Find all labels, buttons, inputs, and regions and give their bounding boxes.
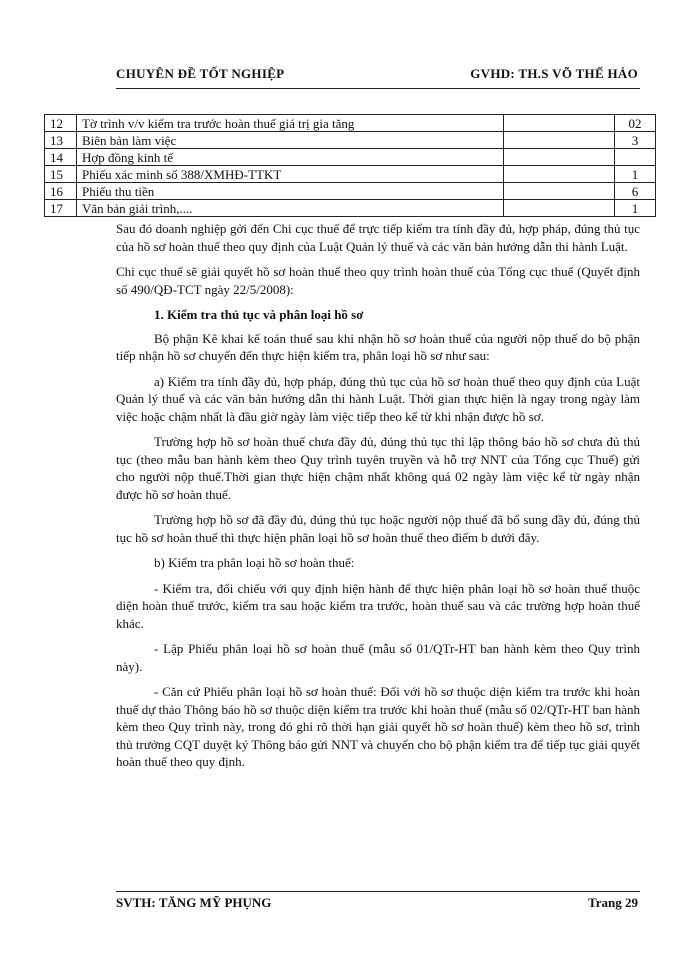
paragraph: - Kiểm tra, đối chiếu với quy định hiện hành để thực hiện phân loại hồ sơ hoàn thuế thuộc diện hoàn thuế trước, kiểm tra sau hoặc kiểm tra trước, hoàn thuế sau và các trường hợp hoàn thuế khác.: [116, 580, 640, 631]
page-header: [116, 66, 638, 82]
paragraph: a) Kiểm tra tính đầy đủ, hợp pháp, đúng thủ tục của hồ sơ hoàn thuế theo quy định của Luật Quản lý thuế và các văn bản hướng dẫn thi hành Luật. Thời gian thực hiện là ngay trong ngày làm việc hoặc chậm nhất là đầu giờ ngày làm việc tiếp theo kể từ khi nhận được hồ sơ.: [116, 373, 640, 424]
header-advisor: GVHD: TH.S VÕ THẾ HẢO: [470, 66, 638, 81]
row-blank-cell: [504, 183, 615, 200]
page-number: Trang 29: [588, 895, 638, 910]
paragraph: Trường hợp hồ sơ hoàn thuế chưa đầy đủ, đúng thủ tục thì lập thông báo hồ sơ chưa đủ thủ tục (theo mẫu ban hành kèm theo Quy trình tuyên truyền và hỗ trợ NNT của Tổng cục Thuế) gửi cho người nộp thuế.Thời gian thực hiện chậm nhất không quá 02 ngày làm việc kể từ ngày nhận được hồ sơ hoàn thuế.: [116, 434, 640, 502]
row-document-name: Văn bản giải trình,....: [77, 200, 504, 217]
table-row: [45, 166, 656, 183]
row-quantity: 02: [615, 115, 656, 132]
row-document-name: Phiếu thu tiền: [77, 183, 504, 200]
row-blank-cell: [504, 149, 615, 166]
table-row: [45, 200, 656, 217]
row-quantity: 1: [615, 166, 656, 183]
paragraph: Bộ phận Kê khai kế toán thuế sau khi nhận hồ sơ hoàn thuế của người nộp thuế do bộ phận tiếp nhận hồ sơ chuyển đến thực hiện kiểm tra, phân loại hồ sơ như sau:: [116, 330, 640, 363]
section-heading: 1. Kiểm tra thủ tục và phân loại hồ sơ: [154, 307, 364, 322]
body-text: [116, 220, 640, 779]
footer-divider: [116, 891, 640, 892]
row-quantity: 3: [615, 132, 656, 149]
row-quantity: [615, 149, 656, 166]
table-row: [45, 183, 656, 200]
header-divider: [116, 88, 640, 89]
header-title: CHUYÊN ĐỀ TỐT NGHIỆP: [116, 66, 285, 81]
paragraph: Sau đó doanh nghiệp gởi đến Chi cục thuế để trực tiếp kiểm tra tính đầy đủ, hợp pháp, đúng thủ tục của hồ sơ hoàn thuế theo quy định của Luật Quản lý thuế và các văn bản hướng dẫn thi hành Luật.: [116, 221, 640, 254]
row-quantity: 6: [615, 183, 656, 200]
row-document-name: Hợp đồng kinh tế: [77, 149, 504, 166]
table-row: [45, 115, 656, 132]
paragraph: Chi cục thuế sẽ giải quyết hồ sơ hoàn thuế theo quy trình hoàn thuế của Tổng cục thuế (Quyết định số 490/QĐ-TCT ngày 22/5/2008):: [116, 264, 640, 297]
document-list-table: [44, 114, 656, 217]
row-blank-cell: [504, 132, 615, 149]
paragraph: - Căn cứ Phiếu phân loại hồ sơ hoàn thuế: Đối với hồ sơ thuộc diện kiểm tra trước khi hoàn thuế dự thảo Thông báo hồ sơ thuộc diện kiểm tra trước khi hoàn thuế (mẫu số 02/QTr-HT ban hành kèm theo Quy trình này, trong đó ghi rõ thời hạn giải quyết hồ sơ hoàn thuế) kèm theo hồ sơ, trình thủ trưởng CQT duyệt ký Thông báo gửi NNT và chuyển cho bộ phận kiểm tra để tiếp tục giải quyết hoàn thuế theo quy định.: [116, 684, 640, 769]
row-number: 17: [45, 200, 77, 217]
row-number: 13: [45, 132, 77, 149]
paragraph: b) Kiểm tra phân loại hồ sơ hoàn thuế:: [154, 555, 355, 570]
table-row: [45, 132, 656, 149]
row-blank-cell: [504, 166, 615, 183]
row-blank-cell: [504, 200, 615, 217]
row-quantity: 1: [615, 200, 656, 217]
table-row: [45, 149, 656, 166]
row-document-name: Phiếu xác minh số 388/XMHĐ-TTKT: [77, 166, 504, 183]
row-number: 16: [45, 183, 77, 200]
row-document-name: Tờ trình v/v kiểm tra trước hoàn thuế giá trị gia tăng: [77, 115, 504, 132]
row-blank-cell: [504, 115, 615, 132]
row-number: 12: [45, 115, 77, 132]
footer-author: SVTH: TĂNG MỸ PHỤNG: [116, 895, 272, 910]
paragraph: - Lập Phiếu phân loại hồ sơ hoàn thuế (mẫu số 01/QTr-HT ban hành kèm theo Quy trình này).: [116, 641, 640, 674]
paragraph: Trường hợp hồ sơ đã đầy đủ, đúng thủ tục hoặc người nộp thuế đã bổ sung đầy đủ, đúng thủ tục hồ sơ hoàn thuế thì thực hiện phân loại hồ sơ hoàn thuế theo điểm b dưới đây.: [116, 512, 640, 545]
row-document-name: Biên bản làm việc: [77, 132, 504, 149]
row-number: 14: [45, 149, 77, 166]
page-footer: [116, 895, 638, 911]
row-number: 15: [45, 166, 77, 183]
